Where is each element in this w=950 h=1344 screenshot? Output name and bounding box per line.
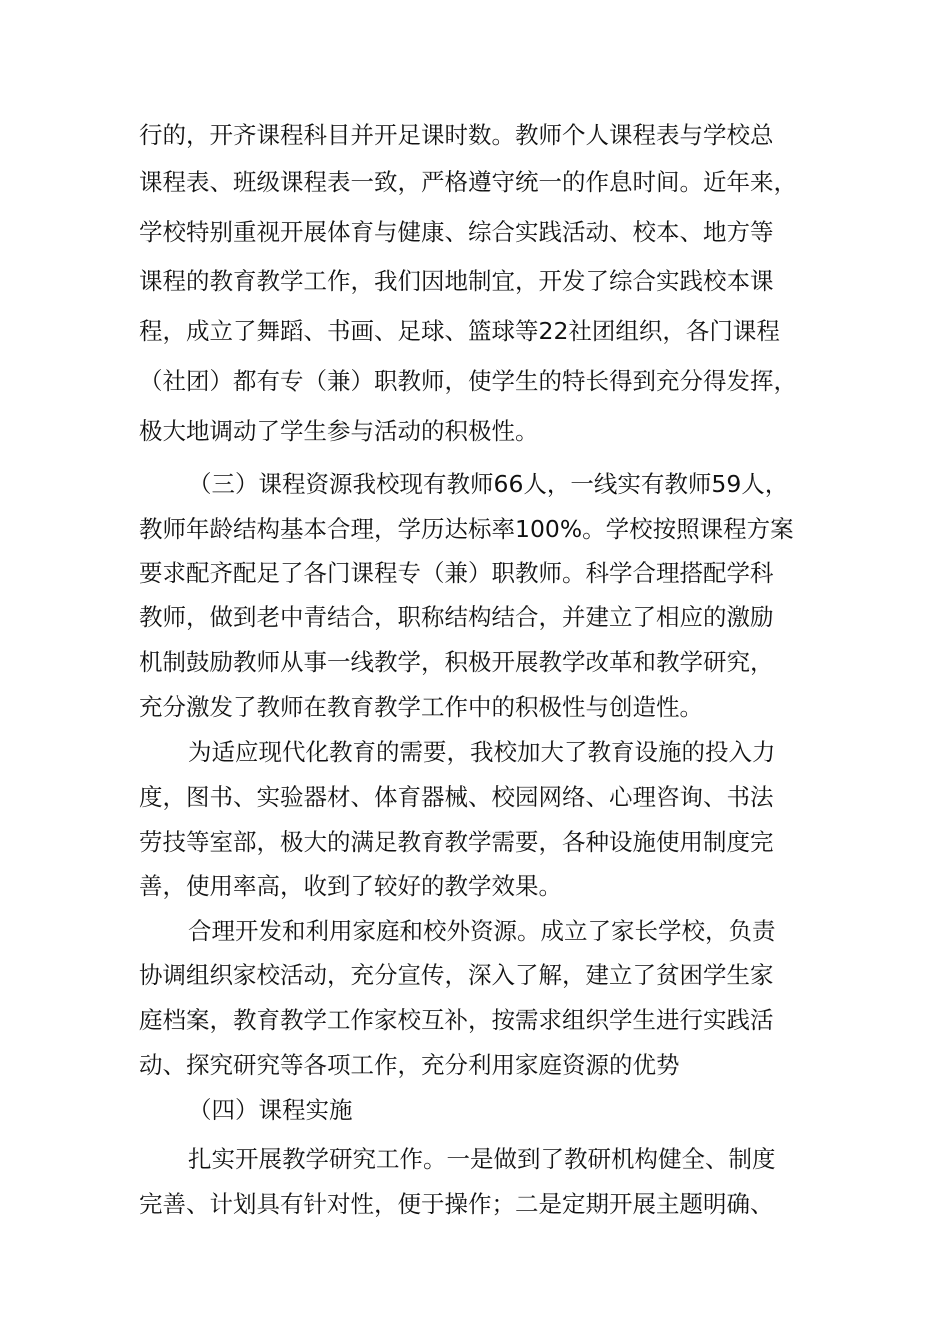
text-line: 课程表、班级课程表一致，严格遵守统一的作息时间。近年来， [139,168,797,196]
text-line: 合理开发和利用家庭和校外资源。成立了家长学校，负责 [188,917,776,945]
text-line: 为适应现代化教育的需要，我校加大了教育设施的投入力 [188,738,776,766]
text-line: 行的，开齐课程科目并开足课时数。教师个人课程表与学校总 [139,121,774,149]
text-line: 善，使用率高，收到了较好的教学效果。 [139,872,562,900]
text-line: 充分激发了教师在教育教学工作中的积极性与创造性。 [139,693,703,721]
text-line: 课程的教育教学工作，我们因地制宜，开发了综合实践校本课 [139,267,774,295]
text-line: 教师年龄结构基本合理，学历达标率100%。学校按照课程方案 [139,515,794,543]
text-line: （社团）都有专（兼）职教师，使学生的特长得到充分得发挥， [139,367,797,395]
text-line: 学校特别重视开展体育与健康、综合实践活动、校本、地方等 [139,218,774,246]
section-heading: （四）课程实施 [188,1096,353,1124]
text-line: 教师，做到老中青结合，职称结构结合，并建立了相应的激励 [139,603,774,631]
text-line: 动、探究研究等各项工作，充分利用家庭资源的优势 [139,1051,680,1079]
text-line: 极大地调动了学生参与活动的积极性。 [139,417,539,445]
text-line: 完善、计划具有针对性，便于操作；二是定期开展主题明确、 [139,1190,774,1218]
text-line: 度，图书、实验器材、体育器械、校园网络、心理咨询、书法 [139,783,774,811]
section-heading: （三）课程资源我校现有教师66人，一线实有教师59人， [188,470,789,498]
text-line: 劳技等室部，极大的满足教育教学需要，各种设施使用制度完 [139,828,774,856]
text-line: 扎实开展教学研究工作。一是做到了教研机构健全、制度 [188,1145,776,1173]
text-line: 协调组织家校活动，充分宣传，深入了解，建立了贫困学生家 [139,961,774,989]
text-line: 庭档案，教育教学工作家校互补，按需求组织学生进行实践活 [139,1006,774,1034]
text-line: 程，成立了舞蹈、书画、足球、篮球等22社团组织，各门课程 [139,317,780,345]
text-line: 机制鼓励教师从事一线教学，积极开展教学改革和教学研究， [139,648,774,676]
text-line: 要求配齐配足了各门课程专（兼）职教师。科学合理搭配学科 [139,559,774,587]
